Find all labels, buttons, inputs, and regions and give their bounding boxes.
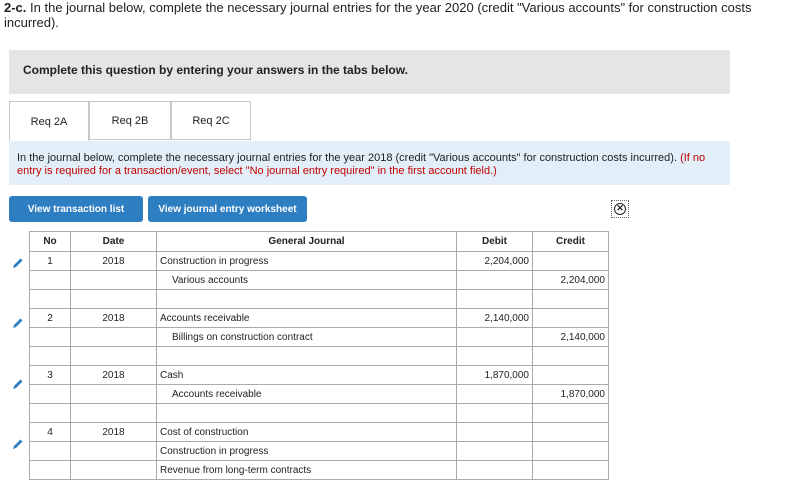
- debit-cell[interactable]: [457, 290, 533, 309]
- account-cell[interactable]: Construction in progress: [157, 442, 457, 461]
- instruction-banner: [9, 50, 730, 94]
- debit-cell[interactable]: [457, 461, 533, 480]
- header-debit: Debit: [457, 232, 533, 252]
- table-row: [30, 461, 609, 480]
- credit-cell[interactable]: [533, 347, 609, 366]
- pencil-icon[interactable]: [12, 438, 24, 450]
- tab-label: Req 2A: [30, 115, 68, 128]
- table-row: [30, 271, 609, 290]
- credit-cell[interactable]: [533, 290, 609, 309]
- account-cell[interactable]: Cash: [157, 366, 457, 385]
- debit-cell[interactable]: 2,140,000: [457, 309, 533, 328]
- journal-table: [29, 231, 609, 480]
- account-cell[interactable]: [157, 290, 457, 309]
- table-row: [30, 404, 609, 423]
- close-circle-icon: ✕: [614, 203, 626, 215]
- entry-no: 4: [30, 423, 71, 442]
- banner-text: Complete this question by entering your answers in the tabs below.: [23, 63, 408, 77]
- account-cell[interactable]: Billings on construction contract: [157, 328, 457, 347]
- entry-no: 2: [30, 309, 71, 328]
- question-body: In the journal below, complete the necessary journal entries for the year 2020 (credit "Various accounts" for construction costs incurred).: [4, 0, 752, 30]
- question-number: 2-c.: [4, 0, 27, 15]
- journal-instructions: [9, 141, 730, 185]
- tab-label: Req 2C: [192, 114, 230, 127]
- pencil-icon[interactable]: [12, 378, 24, 390]
- pencil-icon[interactable]: [12, 257, 24, 269]
- table-header: [30, 232, 609, 252]
- debit-cell[interactable]: 1,870,000: [457, 366, 533, 385]
- account-cell[interactable]: Accounts receivable: [157, 385, 457, 404]
- close-button[interactable]: [611, 200, 629, 218]
- credit-cell[interactable]: 2,204,000: [533, 271, 609, 290]
- credit-cell[interactable]: [533, 404, 609, 423]
- tab-req-2a[interactable]: [9, 101, 89, 142]
- credit-cell[interactable]: [533, 309, 609, 328]
- table-row: [30, 423, 609, 442]
- account-cell[interactable]: [157, 404, 457, 423]
- pencil-icon[interactable]: [12, 317, 24, 329]
- table-row: [30, 252, 609, 271]
- tab-label: Req 2B: [111, 114, 149, 127]
- credit-cell[interactable]: [533, 461, 609, 480]
- tab-req-2b[interactable]: [89, 101, 171, 140]
- table-row: [30, 385, 609, 404]
- account-cell[interactable]: Various accounts: [157, 271, 457, 290]
- debit-cell[interactable]: [457, 423, 533, 442]
- tab-req-2c[interactable]: [171, 101, 251, 140]
- debit-cell[interactable]: [457, 328, 533, 347]
- debit-cell[interactable]: [457, 442, 533, 461]
- account-cell[interactable]: Accounts receivable: [157, 309, 457, 328]
- credit-cell[interactable]: [533, 442, 609, 461]
- table-row: [30, 366, 609, 385]
- credit-cell[interactable]: [533, 366, 609, 385]
- table-row: [30, 442, 609, 461]
- credit-cell[interactable]: [533, 252, 609, 271]
- table-row: [30, 290, 609, 309]
- debit-cell[interactable]: [457, 271, 533, 290]
- view-journal-worksheet-button[interactable]: View journal entry worksheet: [148, 196, 307, 222]
- account-cell[interactable]: [157, 347, 457, 366]
- entry-date[interactable]: 2018: [71, 252, 157, 271]
- table-row: [30, 309, 609, 328]
- debit-cell[interactable]: [457, 404, 533, 423]
- debit-cell[interactable]: [457, 385, 533, 404]
- entry-date[interactable]: 2018: [71, 366, 157, 385]
- debit-cell[interactable]: [457, 347, 533, 366]
- entry-date[interactable]: 2018: [71, 423, 157, 442]
- table-row: [30, 347, 609, 366]
- account-cell[interactable]: Revenue from long-term contracts: [157, 461, 457, 480]
- view-transaction-list-button[interactable]: View transaction list: [9, 196, 143, 222]
- debit-cell[interactable]: 2,204,000: [457, 252, 533, 271]
- entry-no: 1: [30, 252, 71, 271]
- question-text: [4, 0, 804, 30]
- header-date: Date: [71, 232, 157, 252]
- credit-cell[interactable]: 1,870,000: [533, 385, 609, 404]
- header-no: No: [30, 232, 71, 252]
- header-credit: Credit: [533, 232, 609, 252]
- credit-cell[interactable]: [533, 423, 609, 442]
- account-cell[interactable]: Construction in progress: [157, 252, 457, 271]
- table-row: [30, 328, 609, 347]
- instructions-note: (If no entry is required for a transaction/event, select "No journal entry required" in the first account field.): [17, 152, 706, 177]
- header-account: General Journal: [157, 232, 457, 252]
- entry-date[interactable]: 2018: [71, 309, 157, 328]
- account-cell[interactable]: Cost of construction: [157, 423, 457, 442]
- instructions-main: In the journal below, complete the necessary journal entries for the year 2018 (credit "Various accounts" for construction costs incurred).: [17, 152, 677, 164]
- entry-no: 3: [30, 366, 71, 385]
- credit-cell[interactable]: 2,140,000: [533, 328, 609, 347]
